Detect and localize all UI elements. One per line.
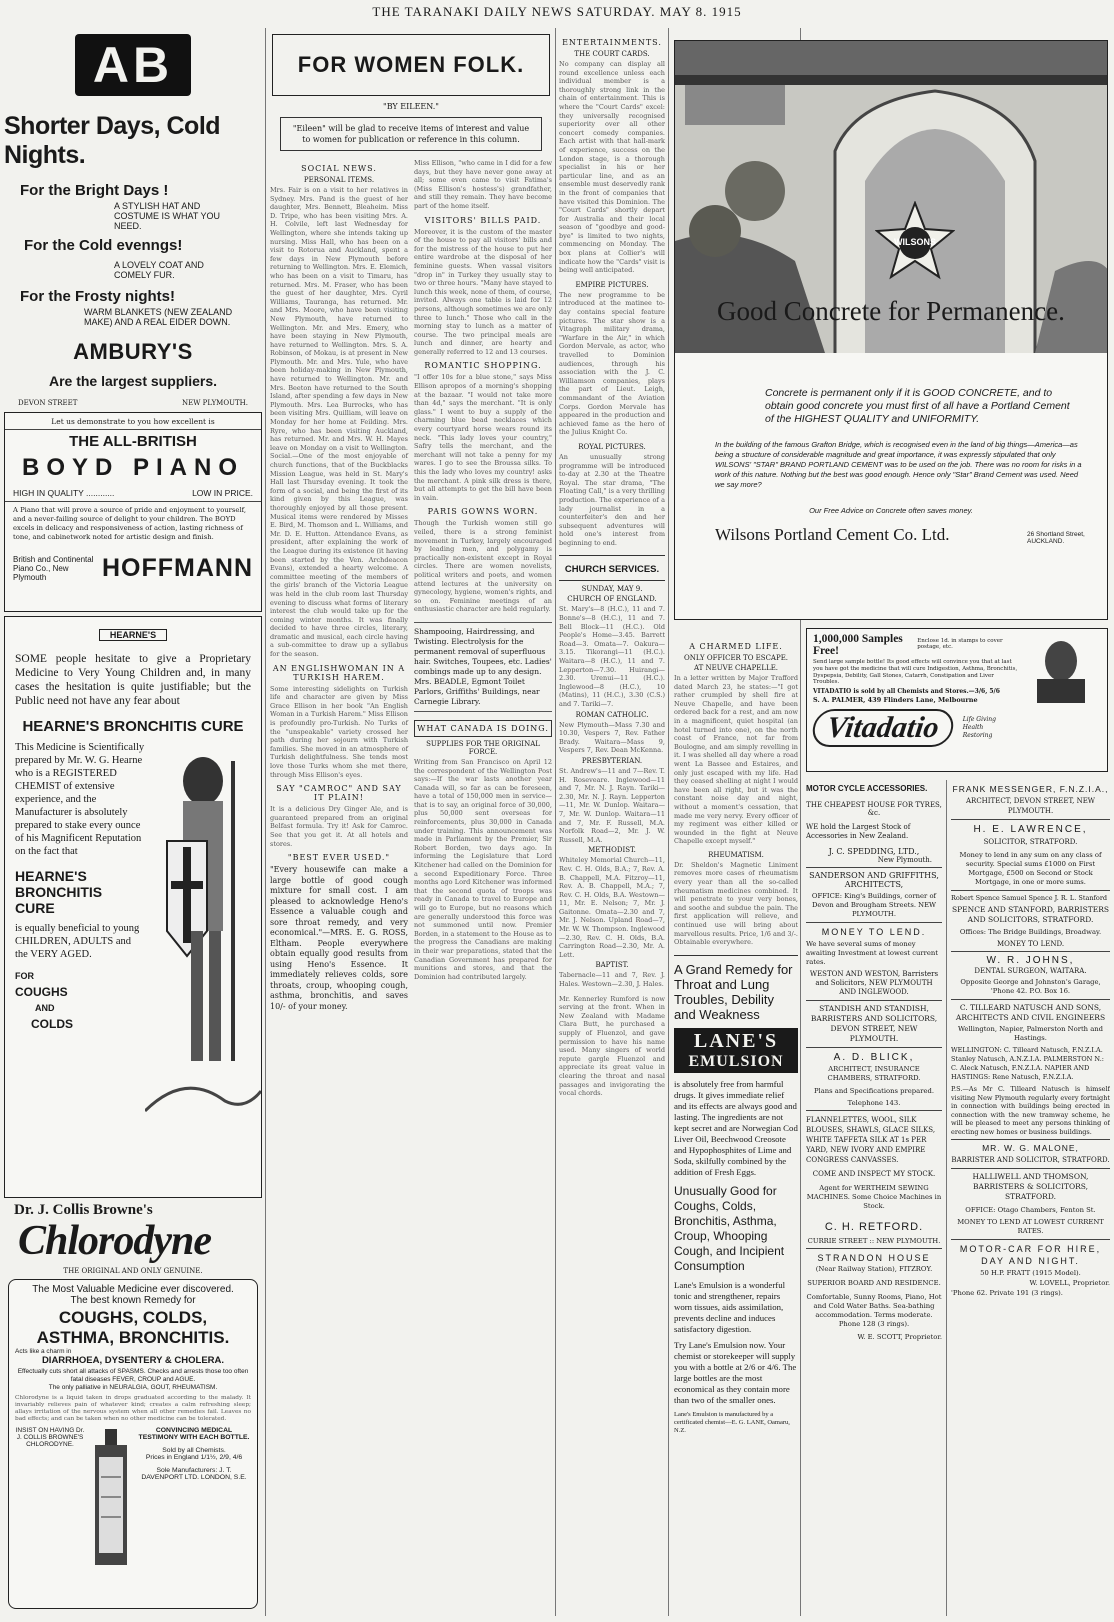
- wilsons-star-label: WILSONS: [894, 237, 936, 247]
- social-news-heading: SOCIAL NEWS.: [301, 164, 377, 173]
- chlorodyne-info: [137, 1427, 251, 1571]
- hearnes-colds: COLDS: [31, 1017, 73, 1031]
- chlorodyne-palliative: The only palliative in NEURALGIA, GOUT, RHEUMATISM.: [48, 1384, 218, 1391]
- standish-name: STANDISH AND STANDISH, BARRISTERS AND SOLICITORS, DEVON STREET, NEW PLYMOUTH.: [810, 1004, 938, 1043]
- spence-name: SPENCE AND STANFORD, BARRISTERS AND SOLICITORS, STRATFORD.: [951, 905, 1109, 924]
- wilsons-address: 26 Shortland Street, AUCKLAND.: [1027, 531, 1085, 545]
- royal-pictures-heading: ROYAL PICTURES.: [578, 442, 646, 451]
- hearnes-header: HEARNE'S: [99, 629, 167, 641]
- boyd-company: British and Continental Piano Co., New Plymouth: [13, 555, 94, 582]
- women-columns: [270, 159, 552, 1012]
- hearnes-and: AND: [35, 1003, 55, 1013]
- grand-try: Try Lane's Emulsion now. Your chemist or storekeeper will supply you with a bottle at 2/6 or 4/6. The large bottles are the most economical as they contain more than two of the smaller ones.: [674, 1339, 797, 1405]
- motorcar-sub: 50 H.P. FRATT (1915 Model).: [980, 1269, 1081, 1277]
- vitadatio-samples: 1,000,000 Samples Free!: [813, 633, 903, 657]
- sanderson-office: OFFICE: King's Buildings, corner of Devon and Brougham Streets. NEW PLYMOUTH.: [811, 892, 937, 918]
- chlorodyne-charm: Acts like a charm in: [15, 1348, 72, 1355]
- baptist-heading: BAPTIST.: [595, 961, 629, 970]
- retford-name: C. H. RETFORD.: [824, 1221, 924, 1233]
- lanes-brand2: EMULSION: [688, 1052, 784, 1070]
- charmed-sub1: ONLY OFFICER TO ESCAPE.: [683, 654, 789, 662]
- church-services-title: CHURCH SERVICES.: [564, 564, 660, 576]
- chlorodyne-maker: Dr. J. Collis Browne's: [14, 1202, 153, 1218]
- ambury-headline: Shorter Days, Cold Nights.: [4, 112, 221, 169]
- hearnes-ad: [4, 616, 262, 1198]
- hearnes-name: HEARNE'S BRONCHITIS CURE: [15, 868, 103, 916]
- best-ever-heading: "BEST EVER USED.": [287, 853, 391, 863]
- vitadatio-address: S. A. PALMER, 439 Flinders Lane, Melbourne: [813, 696, 978, 705]
- wilsons-star-badge: [875, 201, 955, 281]
- motor-largest: WE hold the Largest Stock of Accessories in New Zealand.: [806, 823, 911, 840]
- ambury-line1: For the Bright Days !: [20, 182, 169, 199]
- ambury-line3-sub: WARM BLANKETS (NEW ZEALAND MAKE) AND A REAL EIDER DOWN.: [84, 307, 233, 327]
- spence-names: Robert Spence Samuel Spence J. R. L. Stanford: [951, 894, 1108, 902]
- spence-office: Offices: The Bridge Buildings, Broadway.: [959, 928, 1102, 936]
- money-body: We have several sums of money awaiting Investment at lowest current rates.: [806, 940, 939, 966]
- halliwell-office: OFFICE: Otago Chambers, Fenton St.: [965, 1206, 1096, 1214]
- vitadatio-text: [813, 633, 1021, 707]
- chlorodyne-subtitle: THE ORIGINAL AND ONLY GENUINE.: [63, 1267, 203, 1275]
- wertheim-line: Agent for WERTHEIM SEWING MACHINES. Some Choice Machines in Stock.: [806, 1184, 942, 1210]
- vitadatio-brand-row: [813, 709, 1101, 747]
- johns-address: Opposite George and Johnston's Garage, 'Phone 42. P.O. Box 16.: [960, 978, 1101, 995]
- chlorodyne-ad: [4, 1202, 262, 1612]
- right-ads-column: [946, 780, 1110, 1616]
- chlorodyne-lower: [15, 1427, 251, 1571]
- blick-plans: Plans and Specifications prepared.: [813, 1087, 934, 1095]
- ambury-street: DEVON STREET: [18, 399, 78, 407]
- grand-title: A Grand Remedy for Throat and Lung Troubles, Debility and Weakness: [674, 961, 793, 1022]
- chlorodyne-manufacturers: Sole Manufacturers: J. T. DAVENPORT LTD. LONDON, S.E.: [141, 1467, 247, 1481]
- malone-sub: BARRISTER AND SOLICITOR, STRATFORD.: [951, 1156, 1110, 1164]
- ambury-tagline: Are the largest suppliers.: [48, 373, 218, 389]
- roman-catholic-heading: ROMAN CATHOLIC.: [575, 710, 649, 719]
- boyd-brand: HOFFMANN: [101, 554, 253, 582]
- chlorodyne-insist: INSIST ON HAVING Dr. J. COLLIS BROWNE'S CHLORODYNE.: [15, 1427, 85, 1448]
- chlorodyne-valuable: The Most Valuable Medicine ever discovered.: [32, 1284, 234, 1295]
- strandon-superior: SUPERIOR BOARD AND RESIDENCE.: [807, 1279, 941, 1287]
- lawrence-body: Money to lend in any sum on any class of security. Special sums £1000 on First Mortgage, £500 on Second or Stock Mortgage, in one or more sums.: [959, 851, 1102, 886]
- spedding-name: J. C. SPEDDING, LTD.,: [828, 847, 920, 856]
- personal-items-heading: PERSONAL ITEMS.: [303, 176, 375, 184]
- malone-name: MR. W. G. MALONE,: [982, 1143, 1079, 1153]
- women-title-box: [272, 34, 550, 96]
- hearnes-main: [5, 741, 261, 1125]
- column-rule: [265, 28, 266, 1616]
- halliwell-name: HALLIWELL AND THOMSON, BARRISTERS & SOLICITORS, STRATFORD.: [972, 1172, 1089, 1201]
- chlorodyne-bottle: [91, 1427, 131, 1571]
- vitadatio-price: VITADATIO is sold by all Chemists and Stores.—3/6, 5/6: [813, 688, 1000, 696]
- grand-lanes: Lane's Emulsion is a wonderful tonic and strengthener, repairs worn tissues, aids assimilation, prevents decline and induces satisfactory digestion.: [674, 1279, 786, 1334]
- knight-illustration: [145, 741, 261, 1125]
- hearnes-text: [5, 741, 145, 1125]
- wilsons-body: Concrete is permanent only if it is GOOD CONCRETE, and to obtain good concrete you must first of all have a Portland Cement of the HIGHEST QUALITY and UNIFORMITY.: [765, 387, 1070, 425]
- boyd-title1: THE ALL-BRITISH: [69, 433, 197, 450]
- ambury-ad: [4, 30, 262, 410]
- messenger-sub: ARCHITECT, DEVON STREET, NEW PLYMOUTH.: [966, 797, 1095, 815]
- women-col-a: SOCIAL NEWS. PERSONAL ITEMS. Mrs. Fair is on a visit to her relatives in Sydney. Mrs. Pand is the guest of her daughter, Mrs. Bennett, Bleaheim. Miss D. Tripe, who has been visiting Mrs. A. H. Colvile, left last Wednesday for Wellington, where she intends taking up nursing. Miss Hall, who has been on a visit to Rotorua and Auckland, spent a few days in New Plymouth before returning to Wellington. Mrs. E. Elemich, who has been on a visit to Timaru, has returned. Mrs. M. Fraser, who has been the guest of her daughter, Mrs. Cyril Williams, Tauranga, has returned. Mr. and Mrs. Moore, who have been visiting New Plymouth, have returned to Wellington. Mr. and Mrs. Emery, who have been staying in New Plymouth, have returned to Wellington. Mrs. S. A. Robinson, of Mokau, is at present in New Plymouth. Mr. and Mrs. Yule, who have been holiday-making in New Plymouth, have returned to Wellington. Mr. and Mrs. Beeton have returned to the South Island, after spending a few days in New Plymouth. Mrs. Lea Burrocks, who has been visiting Mrs. Quilliam, will leave on Monday for her home at Feilding. Mrs. Ryre, who has been visiting Auckland, has returned. Mr. and Mrs. W. H. Mayes leave on Monday on a visit to Wellington. Social.—One of the most enjoyable of church functions, that of the Buckblacks Mission League, was held in St. Mary's Hall last Thursday evening. It took the form of a social, and being the first of its kind given by this League, was thoroughly enjoyed by all those present. Musical items were rendered by Misses E. Bird, M. Thomson and L. Williams, and Mr. D. E. Hutton. Attendance Evans, as president, after explaining the work of the League during its existence (it having been started by the Ven. Archdeacon Evans), extended a hearty welcome. A committee meeting of the members of the girls' branch of the Victoria League was held in the club room last Thursday evening to discuss what forms of literary interest the club would take up for the coming winter months. It was finally decided to have three circles, literary, dramatic and musical, each circle having a sub-committee to draw up a syllabus for the season. AN ENGLISHWOMAN IN A TURKISH HAREM. Some interesting sidelights on Turkish life and character are given by Miss Grace Ellison in her book "An English Woman in a Turkish Harem." Miss Ellison is profoundly pro-Turkish. No Turks of the "unspeakable" variety crossed her path during her sojourn with Turkish families. She moved in an atmosphere of Turkish delightfulness. She tends most love those Turks whom she met there, through Miss Ellison's eyes. SAY "CAMROC" AND SAY IT PLAIN! It is a delicious Dry Ginger Ale, and is guaranteed prepared from an original Belfast formula. Try it! Ask for Camroc. See that you get it. At all hotels and stores. "BEST EVER USED." "Every housewife can make a large bottle of good cough mixture for small cost. I am pleased to acknowledge Heno's Essence a valuable cough and sore throat remedy, and very economical."—MRS. E. G. ROSS, Eltham. People everywhere obtain equally good results from using Heno's Essence. It immediately relieves colds, sore throats, croup, whooping cough, asthma, bronchitis, and saves 10/- of your money.: [270, 164, 408, 1011]
- inspect-line: COME AND INSPECT MY STOCK.: [812, 1170, 936, 1178]
- grand-unusually: Unusually Good for Coughs, Colds, Bronchitis, Asthma, Croup, Whooping Cough, and Incipient Consumption: [674, 1183, 785, 1273]
- boyd-quality: [13, 488, 253, 498]
- vitadatio-brand: Vitadatio: [810, 709, 955, 747]
- bottle-icon: [91, 1427, 131, 1567]
- methodist-heading: METHODIST.: [588, 846, 636, 855]
- ab-logo-wrap: [4, 34, 262, 96]
- canada-subheading: SUPPLIES FOR THE ORIGINAL FORCE.: [426, 739, 540, 756]
- natusch-name: C. TILLEARD NATUSCH AND SONS, ARCHITECTS AND CIVIL ENGINEERS: [955, 1003, 1106, 1022]
- chlorodyne-coughs: COUGHS, COLDS,: [58, 1308, 208, 1327]
- camroc-heading: SAY "CAMROC" AND SAY IT PLAIN!: [276, 784, 402, 803]
- halliwell-money: MONEY TO LEND AT LOWEST CURRENT RATES.: [957, 1218, 1104, 1235]
- motorcar-phone: 'Phone 62. Private 191 (3 rings).: [951, 1289, 1063, 1297]
- vitadatio-portrait: [1021, 633, 1101, 707]
- boyd-quality-right: LOW IN PRICE.: [192, 488, 253, 498]
- women-col-b: Miss Ellison, "who came in I did for a few days, but they have never gone away at all; some even came to visit Fatima's (Miss Ellison's hostess's) grandfather, and still they remain. They have become part of the home itself. VISITORS' BILLS PAID. Moreover, it is the custom of the master of the house to pay all visitors' bills and for the mistress of the house to put her entire wardrobe at the disposal of her feminine guests. When vassal visitors "drop in" in Turkey they usually stay to two or three hours. "Many have stayed to lunch this week, none of them, of course, invited. Always one table is laid for 12 persons, although sometimes we are only three to lunch." Those who call in the morning stay to lunch as a matter of course. The two principal meals are lunch and dinner, are hearty and generally referred to 12 and 13 courses. ROMANTIC SHOPPING. "I offer 10s for a blue stone," says Miss Ellison apropos of a morning's shopping at the bazaar. "I would not take more than 4d," says the merchant. "It is only glass." I went to buy a supply of the charming blue bead necklaces which every courtyard horse wears round its neck. "This lady loves your country," Safry tells the merchant, and the merchant will not take a penny for my wares. I go to see the Broussa silks. To this the lady who loves my country! asks the merchant. A pink silk dress is there, but all attempts to get the bill have been in vain. PARIS GOWNS WORN. Though the Turkish women still go veiled, there is a strong feminist movement in Turkey, largely encouraged by leading men, and polygamy is practically non-existent except in Royal circles. There are women novelists, political writers and poets, and women attend lectures at the university on gynecology, hygiene, women's rights, and so on. Feminine meetings of an enthusiastic character are held regularly. Shampooing, Hairdressing, and Twisting. Electrolysis for the permanent removal of superfluous hair. Switches, Toupees, etc. Ladies' combings made up to any design. Mrs. BEADLE, Egmont Toilet Parlors, Griffiths' Buildings, near Carnegie Library. WHAT CANADA IS DOING. SUPPLIES FOR THE ORIGINAL FORCE. Writing from San Francisco on April 12 the correspondent of the Wellington Post says:—If the war lasts another year Canada will, so far as can be foreseen, have a total of 150,000 men in service—that is to say, an original force of 30,000, plus 50,000 sent overseas for reinforcements, plus 30,000 in Canada under training. This announcement was made in Parliament by the Premier, Sir Robert Borden, two days ago. In informing the Legislature that Lord Kitchener had called on the Dominion for a second Expeditionary Force. Three months ago Lord Kitchener was informed that the second quota of troops was ready in Canada to travel to Europe and will go to Europe, but no reasons which are generally understood this force was not summoned until now. Premier Borden, in a statement to the House as to the progress the Canadians are making in their war preparations, stated that the Canadian Government has prepared for munitions and stores, and that the Dominion had contributed largely.: [414, 159, 552, 981]
- motor-cheapest: THE CHEAPEST HOUSE FOR TYRES, &c.: [806, 801, 942, 817]
- chlorodyne-convincing: CONVINCING MEDICAL TESTIMONY WITH EACH BOTTLE.: [138, 1427, 250, 1441]
- chlorodyne-panel: The Most Valuable Medicine ever discovered. The best known Remedy for COUGHS, COLDS, ASTHMA, BRONCHITIS. Acts like a charm in DIARRHOEA, DYSENTERY & CHOLERA. Effectually cuts short all attacks of SPASMS. Checks and arrests those too often fatal diseases FEVER, CROUP and AGUE. The only palliative in NEURALGIA, GOUT, RHEUMATISM. Chlorodyne is a liquid taken in drops graduated according to the malady. It invariably relieves pain of whatever kind; creates a calm refreshing sleep; allays irritation of the nervous system when all other remedies fail. Leaves no bad effects; and can be taken when no other medicine can be tolerated. INSIST ON HAVING Dr. J. COLLIS BROWNE'S CHLORODYNE. CONVINCING MEDICAL TESTIMONY WITH EACH BOTTLE. Sold by all Chemists. Prices in England 1/1½, 2/9, 4/6 Sole Manufacturers: J. T. DAVENPORT LTD. LONDON, S.E.: [8, 1279, 258, 1609]
- strandon-scott: W. E. SCOTT, Proprietor.: [857, 1333, 942, 1341]
- spedding-town: New Plymouth.: [877, 856, 932, 864]
- ambury-line2: For the Cold evenngs!: [24, 237, 183, 254]
- women-folk-column: [270, 28, 552, 1616]
- boyd-piano-ad: [4, 412, 262, 612]
- hearnes-for: FOR: [15, 971, 34, 981]
- visitors-bills-heading: VISITORS' BILLS PAID.: [424, 215, 542, 225]
- masthead: THE TARANAKI DAILY NEWS SATURDAY. MAY 8. 1915: [372, 4, 742, 19]
- boyd-intro: Let us demonstrate to you how excellent is: [51, 417, 215, 426]
- boyd-footer: [13, 554, 253, 583]
- natusch-ps: P.S.—As Mr C. Tilleard Natusch is himself visiting New Plymouth regularly every fortnight in connection with buildings being erected in connection with the new tramway scheme, he will be pleased to meet any persons thinking of erecting new homes or business buildings.: [951, 1085, 1110, 1136]
- wilsons-footer: [715, 525, 1087, 545]
- boyd-body: A Piano that will prove a source of pride and enjoyment to yourself, and a never-failing source of delight to your children. The BOYD excels in delicacy and responsiveness of action, lasting richness of tone, and cabinetwork noted for artistic design and finish.: [13, 506, 247, 541]
- charmed-column: A CHARMED LIFE. ONLY OFFICER TO ESCAPE. AT NEUVE CHAPELLE. In a letter written by Major Trafford dated March 23, he states:—"I got rather crumpled by shell fire at Neuve Chapelle, and have been ordered back for a rest, and am now in a magnificent, quiet hospital (an hotel turned into one), on the north coast of France, not far from Boulogne, and am simply revelling in it. I was shelled all day where a road went La Bassee and Estaires, and only just escaped with my life. Had they ceased shelling at night I would have been all right, but it was the constant noise day and night, without a moment's cessation, that made me very nervy. Every officer of my regiment was either killed or wounded in the fight at Neuve Chapelle except myself." RHEUMATISM. Dr. Sheldon's Magnetic Liniment removes more cases of rheumatism every year than all the so-called rheumatism medicines combined. It will penetrate to your very bones, and soothe and subdue the pain. The first application will relieve, and continued use will bring about marvellous results. Price, 1/6 and 3/-. Obtainable everywhere. A Grand Remedy for Throat and Lung Troubles, Debility and Weakness LANE'S EMULSION is absolutely free from harmful drugs. It gives immediate relief and its effects are always good and lasting. The ingredients are not kept secret and are Norwegian Cod Liver Oil, Beechwood Creosote and Hypophosphites of Lime and Soda, skilfully combined by the addition of Fresh Eggs. Unusually Good for Coughs, Colds, Bronchitis, Asthma, Croup, Whooping Cough, and Incipient Consumption Lane's Emulsion is a wonderful tonic and strengthener, repairs worn tissues, aids assimilation, prevents decline and induces satisfactory digestion. Try Lane's Emulsion now. Your chemist or storekeeper will supply you with a bottle at 2/6 or 4/6. The large bottles are the most economical as they contain more than two of the smaller ones. Lane's Emulsion is manufactured by a certificated chemist—E. G. LANE, Oamaru, N.Z.: [674, 642, 798, 1434]
- women-notice: "Eileen" will be glad to receive items of interest and value to women for publication or reference in this column.: [280, 117, 542, 151]
- weston-name: WESTON AND WESTON, Barristers and Solicitors, NEW PLYMOUTH AND INGLEWOOD.: [809, 970, 939, 996]
- hearnes-header-wrap: [5, 623, 261, 642]
- boyd-quality-left: HIGH IN QUALITY ............: [13, 488, 115, 498]
- women-title: FOR WOMEN FOLK.: [297, 52, 525, 77]
- strandon-sub: (Near Railway Station), FITZROY.: [815, 1265, 933, 1273]
- hearnes-body: This Medicine is Scientifically prepared by Mr. W. G. Hearne who is a REGISTERED CHEMIST of extensive experience, and the Manufacturer is absolutely prepared to stake every ounce of his Magnificent Reputation on the fact that: [15, 742, 145, 857]
- paris-gowns-heading: PARIS GOWNS WORN.: [427, 507, 539, 517]
- vitadatio-note: Enclose 1d. in stamps to cover postage, etc.: [917, 638, 1003, 650]
- ab-logo: AB: [75, 34, 191, 96]
- shampoo-notice: Shampooing, Hairdressing, and Twisting. Electrolysis for the permanent removal of superfluous hair. Switches, Toupees, etc. Ladies' combings made up to any design. Mrs. BEADLE, Egmont Toilet Parlors, Griffiths' Buildings, near Carnegie Library.: [414, 622, 552, 712]
- blick-sub: ARCHITECT, INSURANCE CHAMBERS, STRATFORD.: [827, 1065, 921, 1082]
- rheumatism-heading: RHEUMATISM.: [708, 850, 764, 859]
- charmed-sub2: AT NEUVE CHAPELLE.: [693, 664, 779, 672]
- court-cards-heading: THE COURT CARDS.: [574, 50, 650, 58]
- turkish-harem-heading: AN ENGLISHWOMAN IN A TURKISH HAREM.: [272, 663, 406, 682]
- knight-figure: [145, 741, 261, 1121]
- johns-name: W. R. JOHNS,: [986, 955, 1075, 966]
- presbyterian-heading: PRESBYTERIAN.: [581, 756, 643, 765]
- wilsons-advice: Our Free Advice on Concrete often saves money.: [809, 506, 973, 515]
- spence-money: MONEY TO LEND.: [996, 940, 1065, 948]
- mid-ads-column: [806, 780, 942, 1616]
- grand-maker: Lane's Emulsion is manufactured by a certificated chemist—E. G. LANE, Oamaru, N.Z.: [674, 1410, 790, 1434]
- lanes-brand1: LANE'S: [693, 1029, 779, 1052]
- column-rule: [555, 28, 556, 1616]
- bridge-illustration: [675, 41, 1107, 353]
- charmed-title: A CHARMED LIFE.: [689, 642, 783, 651]
- strandon-body: Comfortable, Sunny Rooms, Piano, Hot and Cold Water Baths. Sea-bathing accommodation. Terms moderate. Phone 128 (3 rings).: [806, 1293, 942, 1328]
- hearnes-intro: SOME people hesitate to give a Proprietary Medicine to Very Young Children and, in many cases the hesitation is quite justifiable; but the Public need not have any fear about: [15, 653, 251, 707]
- hearnes-title: HEARNE'S BRONCHITIS CURE: [22, 718, 244, 735]
- blick-name: A. D. BLICK,: [833, 1052, 915, 1063]
- chlorodyne-diarrhoea: DIARRHOEA, DYSENTERY & CHOLERA.: [41, 1355, 225, 1366]
- natusch-places: Wellington, Napier, Palmerston North and Hastings.: [958, 1025, 1103, 1042]
- blick-tel: Telephone 143.: [847, 1099, 901, 1107]
- vitadatio-top: [807, 629, 1107, 707]
- lawrence-sub: SOLICITOR, STRATFORD.: [983, 838, 1078, 846]
- hearnes-coughs: COUGHS: [15, 985, 68, 999]
- wilsons-company: Wilsons Portland Cement Co. Ltd.: [715, 525, 950, 544]
- women-byline: "BY EILEEN.": [383, 102, 439, 111]
- ambury-line1-sub: A STYLISH HAT AND COSTUME IS WHAT YOU NEED.: [114, 201, 221, 231]
- wilsons-cement-ad: [674, 40, 1108, 620]
- money-heading: MONEY TO LEND.: [821, 927, 927, 937]
- church-of-england-heading: CHURCH OF ENGLAND.: [567, 595, 657, 604]
- entertainments-heading: ENTERTAINMENTS.: [562, 38, 662, 47]
- messenger-name: FRANK MESSENGER, F.N.Z.I.A.,: [952, 784, 1109, 794]
- motor-heading: MOTOR CYCLE ACCESSORIES.: [806, 784, 928, 793]
- chlorodyne-prices: Prices in England 1/1½, 2/9, 4/6: [145, 1454, 243, 1461]
- sunday-heading: SUNDAY, MAY 9.: [581, 585, 643, 594]
- sanderson-name: SANDERSON AND GRIFFITHS, ARCHITECTS,: [809, 871, 939, 889]
- chlorodyne-sold: Sold by all Chemists.: [162, 1447, 226, 1454]
- romantic-shopping-heading: ROMANTIC SHOPPING.: [424, 361, 542, 371]
- vitadatio-samples-row: [813, 633, 1021, 657]
- chlorodyne-asthma: ASTHMA, BRONCHITIS.: [36, 1328, 230, 1347]
- empire-pictures-heading: EMPIRE PICTURES.: [575, 280, 649, 289]
- column-rule: [668, 28, 669, 1616]
- grand-body: is absolutely free from harmful drugs. It gives immediate relief and its effects are always good and lasting. The ingredients are not kept secret and are Norwegian Cod Liver Oil, Beechwood Creosote and Hypophosphites of Lime and Soda, skilfully combined by the addition of Fresh Eggs.: [674, 1078, 798, 1177]
- retford-address: CURRIE STREET :: NEW PLYMOUTH.: [807, 1237, 941, 1245]
- motorcar-lovell: W. LOVELL, Proprietor.: [1029, 1279, 1110, 1287]
- canada-heading: WHAT CANADA IS DOING.: [414, 720, 552, 737]
- ambury-name: AMBURY'S: [73, 339, 193, 364]
- natusch-body: WELLINGTON: C. Tilleard Natusch, F.N.Z.I.A. Stanley Natusch, A.N.Z.I.A. PALMERSTON N.: C. Aleck Natusch, F.N.Z.I.A. NAPIER AND HASTINGS: Rene Natusch, F.N.Z.I.A.: [951, 1046, 1104, 1081]
- flannel-list: FLANNELETTES, WOOL, SILK BLOUSES, SHAWLS, GLACE SILKS, WHITE TAFFETA SILK AT 1s PER YARD, NEW IVORY AND EMPIRE CONGRESS CANVASSES.: [806, 1116, 936, 1164]
- ambury-line3: For the Frosty nights!: [20, 288, 175, 305]
- chlorodyne-fevers: Effectually cuts short all attacks of SPASMS. Checks and arrests those too often fatal diseases FEVER, CROUP and AGUE.: [17, 1368, 249, 1383]
- chlorodyne-brand: Chlorodyne: [18, 1218, 212, 1264]
- vitadatio-tag: Life Giving Health Restoring: [962, 716, 997, 739]
- ambury-address: [18, 399, 248, 407]
- wilsons-detail: In the building of the famous Grafton Bridge, which is recognised even in the land of big things—America—as being a structure of considerable magnitude and great importance, it was expressly stipulated that only WILSONS' "STAR" BRAND PORTLAND CEMENT was to be used on the job. There was no room for risks in a work of this nature. Nothing but the best was good enough. Hence only "Star" Brand Cement was used. Need we say more?: [715, 440, 1082, 489]
- wilsons-headline: Good Concrete for Permanence.: [717, 296, 1065, 326]
- vitadatio-body: Send large sample bottle! Its good effects will convince you that at last you have got the medicine that will cure Indigestion, Asthma, Bronchitis, Dyspepsia, Debility, Gall Stones, Catarrh, Constipation and Liver Troubles.: [813, 659, 1018, 686]
- strandon-name: STRANDON HOUSE: [817, 1253, 931, 1263]
- lawrence-name: H. E. LAWRENCE,: [973, 824, 1088, 835]
- lanes-emulsion-ad: [674, 955, 798, 1435]
- vitadatio-ad: [806, 628, 1108, 772]
- entertainments-column: ENTERTAINMENTS. THE COURT CARDS. No company can display all round excellence unless each individual member is a thoroughly strong link in the chain of entertainment. This is where the "Court Cards" excel: they universally recognised superiority over all other concert comedy companies. Each artist with that hall-mark of experience, success on the London stage, is a thorough specialist in his or her particular line, and as an ensemble must deservedly rank in the front of companies that have visited this Dominion. The "Court Cards" shortly depart for Australia and their local season of "goodbye and good-bye" is limited to two nights, commencing on Monday. The box plans at Collier's will indicate how the "Cards" visit is being well anticipated. EMPIRE PICTURES. The new programme to be introduced at the matinee to-day contains special feature pictures. The star show is a Vitagraph military drama, "Warfare in the Air," in which Gordon Mervale, as actor, who travelled to Dominion audiences, through his association with the J. C. Williamson companies, plays the part of Lieut. Leigh, commandant of the Aviation Corps. Gordon Mervale has appeared in the production and achieved fame as the hero of the Julius Knight Co. ROYAL PICTURES. An unusually strong programme will be introduced to-day at 2.30 at the Theatre Royal. The star drama, "The Floating Call," is a very thrilling production. The experience of a lady journalist in a counterfeiter's den and her subsequent adventures will hold one's interest from beginning to end. CHURCH SERVICES. SUNDAY, MAY 9. CHURCH OF ENGLAND. St. Mary's—8 (H.C.), 11 and 7. Bonne's—8 (H.C.), 11 and 7. Bell Block—11 (H.C.). Old People's Home—3.45. Barrett Road—3. Omata—7. Oakura—3.15. Tikorangi—11 (H.C.). Waitara—8 (H.C.), 11 and 7. Lepperton—7.30. Huirangi—2.30. Urenui—11 (H.C.). Inglewood—8 (H.C.), 10 (Matins), 11 (H.C.), 3.30 (C.S.) and 7. Tariki—7. ROMAN CATHOLIC. New Plymouth—Mass 7.30 and 10.30, Vespers 7, Rev. Father Brady. Waitara—Mass 9, Vespers 7, Rev. Dean McKenna. PRESBYTERIAN. St. Andrew's—11 and 7—Rev. T. H. Roseveare. Inglewood—11 and 7, Mr. N. J. Rayn. Tariki—2.30, Mr. N. J. Rayn. Lepperton—11, Mr. W. Dunlop. Waitara—7, Mr. W. Dunlop. Waitara—11 and 7, Mr. F. Russell, M.A. Norfolk Road—2, Mr. J. W. Russell, M.A. METHODIST. Whiteley Memorial Church—11, Rev. C. H. Olds, B.A.; 7, Rev. A. B. Chappell, M.A. Fitzroy—11, Rev. A. B. Chappell, M.A.; 7, Rev. C. H. Olds, B.A. Westown—11, Mr. E. Nelson; 7, Mr. J. Gaitonne. Omata—2.30 and 7, Mr. J. Nelson. Upland Road—7, Mr. W. W. Thompson. Inglewood—2.30, Rev. C. H. Olds, B.A. Carrington Road—2.30, Mr. A. Lett. BAPTIST. Tabernacle—11 and 7, Rev. J. Hales. Westown—2.30, J. Hales. Mr. Kennerley Rumford is now serving at the front. When in New Zealand with Madame Clara Butt, he purchased a supply of Fluenzol, and gave permission to have his name used. Many singers of world repute gargle Fluenzol and appreciate its great value in clearing the throat and nasal passages and invigorating the vocal chords.: [559, 38, 665, 1098]
- lanes-brand-box: [674, 1028, 798, 1073]
- ambury-town: NEW PLYMOUTH.: [182, 399, 248, 407]
- motorcar-heading: MOTOR-CAR FOR HIRE, DAY AND NIGHT.: [959, 1244, 1102, 1266]
- boyd-title2: BOYD PIANO: [21, 454, 244, 481]
- johns-sub: DENTAL SURGEON, WAITARA.: [974, 967, 1087, 975]
- ambury-line2-sub: A LOVELY COAT AND COMELY FUR.: [114, 260, 204, 280]
- church-services-heading: [559, 555, 665, 581]
- chlorodyne-best: The best known Remedy for: [70, 1295, 196, 1306]
- portrait-image: [1021, 633, 1101, 703]
- hearnes-beneficial: is equally beneficial to young CHILDREN, ADULTS and the VERY AGED.: [15, 923, 140, 960]
